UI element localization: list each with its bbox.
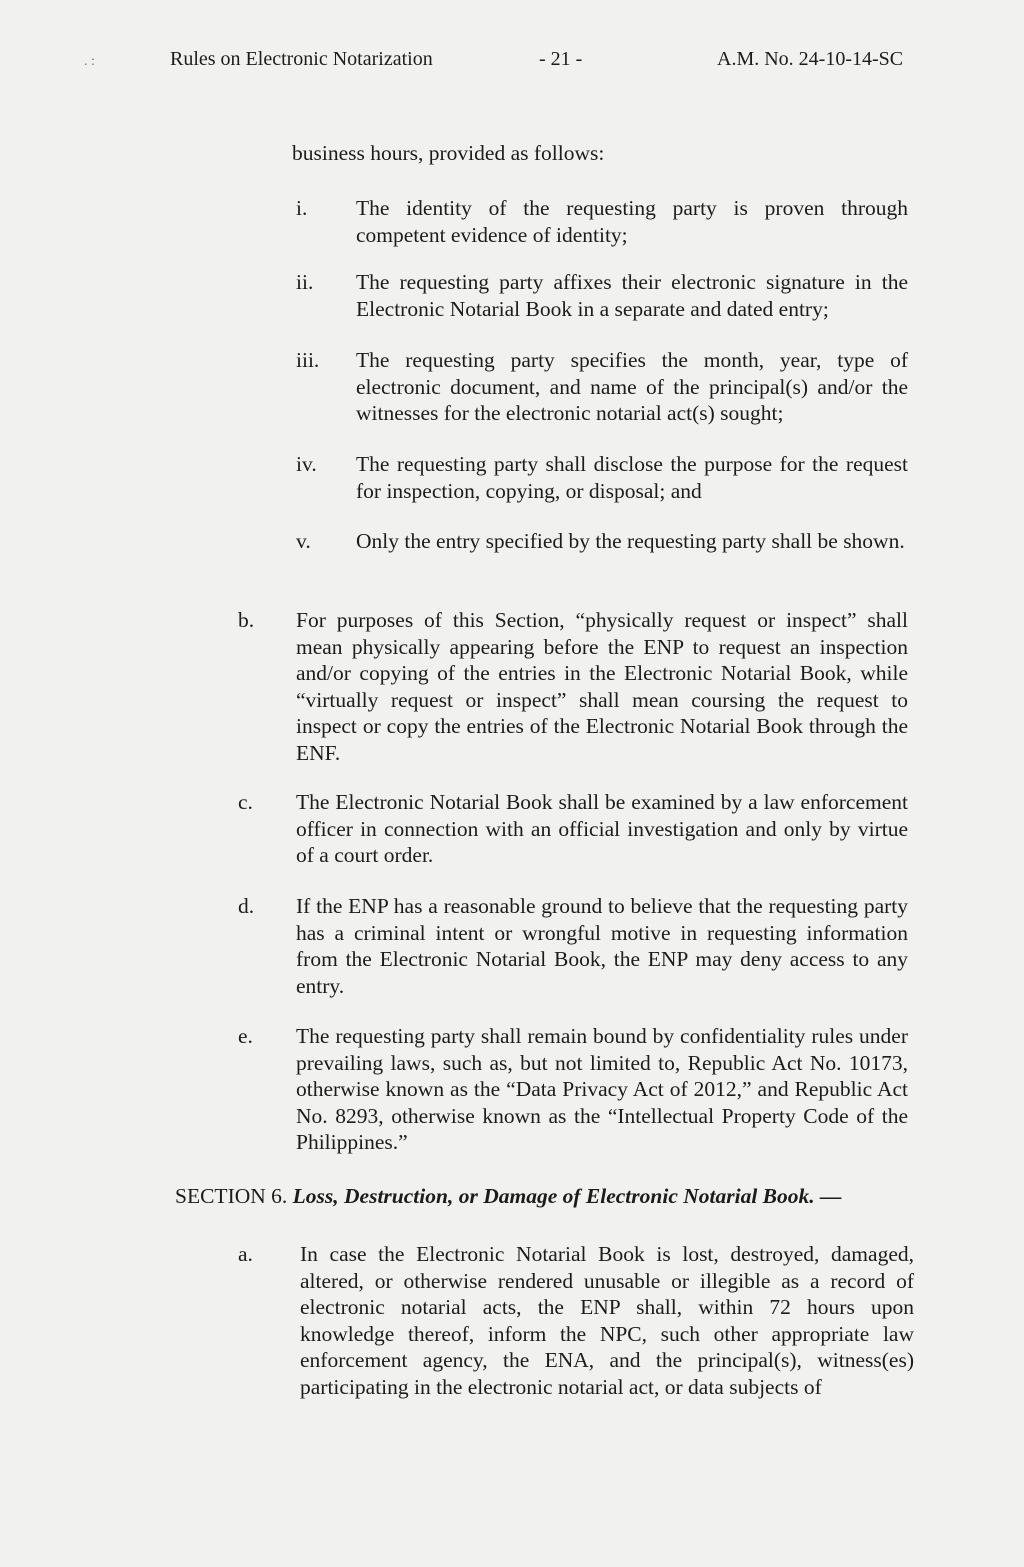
list-item-text: If the ENP has a reasonable ground to believe that the requesting party has a criminal intent or wrongful motive in requesting information from the Electronic Notarial Book, the ENP may deny access to any entry. <box>296 894 908 998</box>
item-label: iv. <box>296 452 317 476</box>
item-label: c. <box>238 790 253 814</box>
item-label: ii. <box>296 270 314 294</box>
page-number: - 21 - <box>539 48 583 70</box>
section-number: SECTION 6. <box>175 1184 288 1208</box>
section-heading <box>175 1183 842 1210</box>
list-item-text: The requesting party affixes their electronic signature in the Electronic Notarial Book in a separate and dated entry; <box>356 270 908 321</box>
item-label: i. <box>296 196 308 220</box>
list-item-text: Only the entry specified by the requesting party shall be shown. <box>356 529 905 553</box>
running-header-title: Rules on Electronic Notarization <box>170 48 433 70</box>
item-label: d. <box>238 894 255 918</box>
item-label: iii. <box>296 348 320 372</box>
list-item-text: The Electronic Notarial Book shall be examined by a law enforcement officer in connection with an official investigation and only by virtue of a court order. <box>296 790 908 867</box>
list-item-text: The requesting party shall disclose the purpose for the request for inspection, copying, or disposal; and <box>356 452 908 503</box>
list-item-text: The requesting party specifies the month, year, type of electronic document, and name of the principal(s) and/or the witnesses for the electronic notarial act(s) sought; <box>356 348 908 425</box>
item-label: b. <box>238 608 255 632</box>
list-item-text: For purposes of this Section, “physically request or inspect” shall mean physically appearing before the ENP to request an inspection and/or copying of the entries in the Electronic Notarial Book, while “virtually request or inspect” shall mean coursing the request to inspect or copy the entries of the Electronic Notarial Book through the ENF. <box>296 608 908 765</box>
section-title: Loss, Destruction, or Damage of Electronic Notarial Book. — <box>292 1184 842 1208</box>
item-label: e. <box>238 1024 253 1048</box>
item-label: v. <box>296 529 311 553</box>
intro-text: business hours, provided as follows: <box>292 141 605 165</box>
scan-mark: . : <box>84 54 95 69</box>
list-item-text: In case the Electronic Notarial Book is lost, destroyed, damaged, altered, or otherwise rendered unusable or illegible as a record of electronic notarial acts, the ENP shall, within 72 hours upon knowledge thereof, inform the NPC, such other appropriate law enforcement agency, the ENA, and the principal(s), witness(es) participating in the electronic notarial act, or data subjects of <box>300 1242 914 1399</box>
item-label: a. <box>238 1242 253 1266</box>
list-item-text: The identity of the requesting party is proven through competent evidence of identity; <box>356 196 908 247</box>
list-item-text: The requesting party shall remain bound by confidentiality rules under prevailing laws, such as, but not limited to, Republic Act No. 10173, otherwise known as the “Data Privacy Act of 2012,” and Republic Act No. 8293, otherwise known as the “Intellectual Property Code of the Philippines.” <box>296 1024 908 1154</box>
document-number: A.M. No. 24-10-14-SC <box>717 48 904 70</box>
